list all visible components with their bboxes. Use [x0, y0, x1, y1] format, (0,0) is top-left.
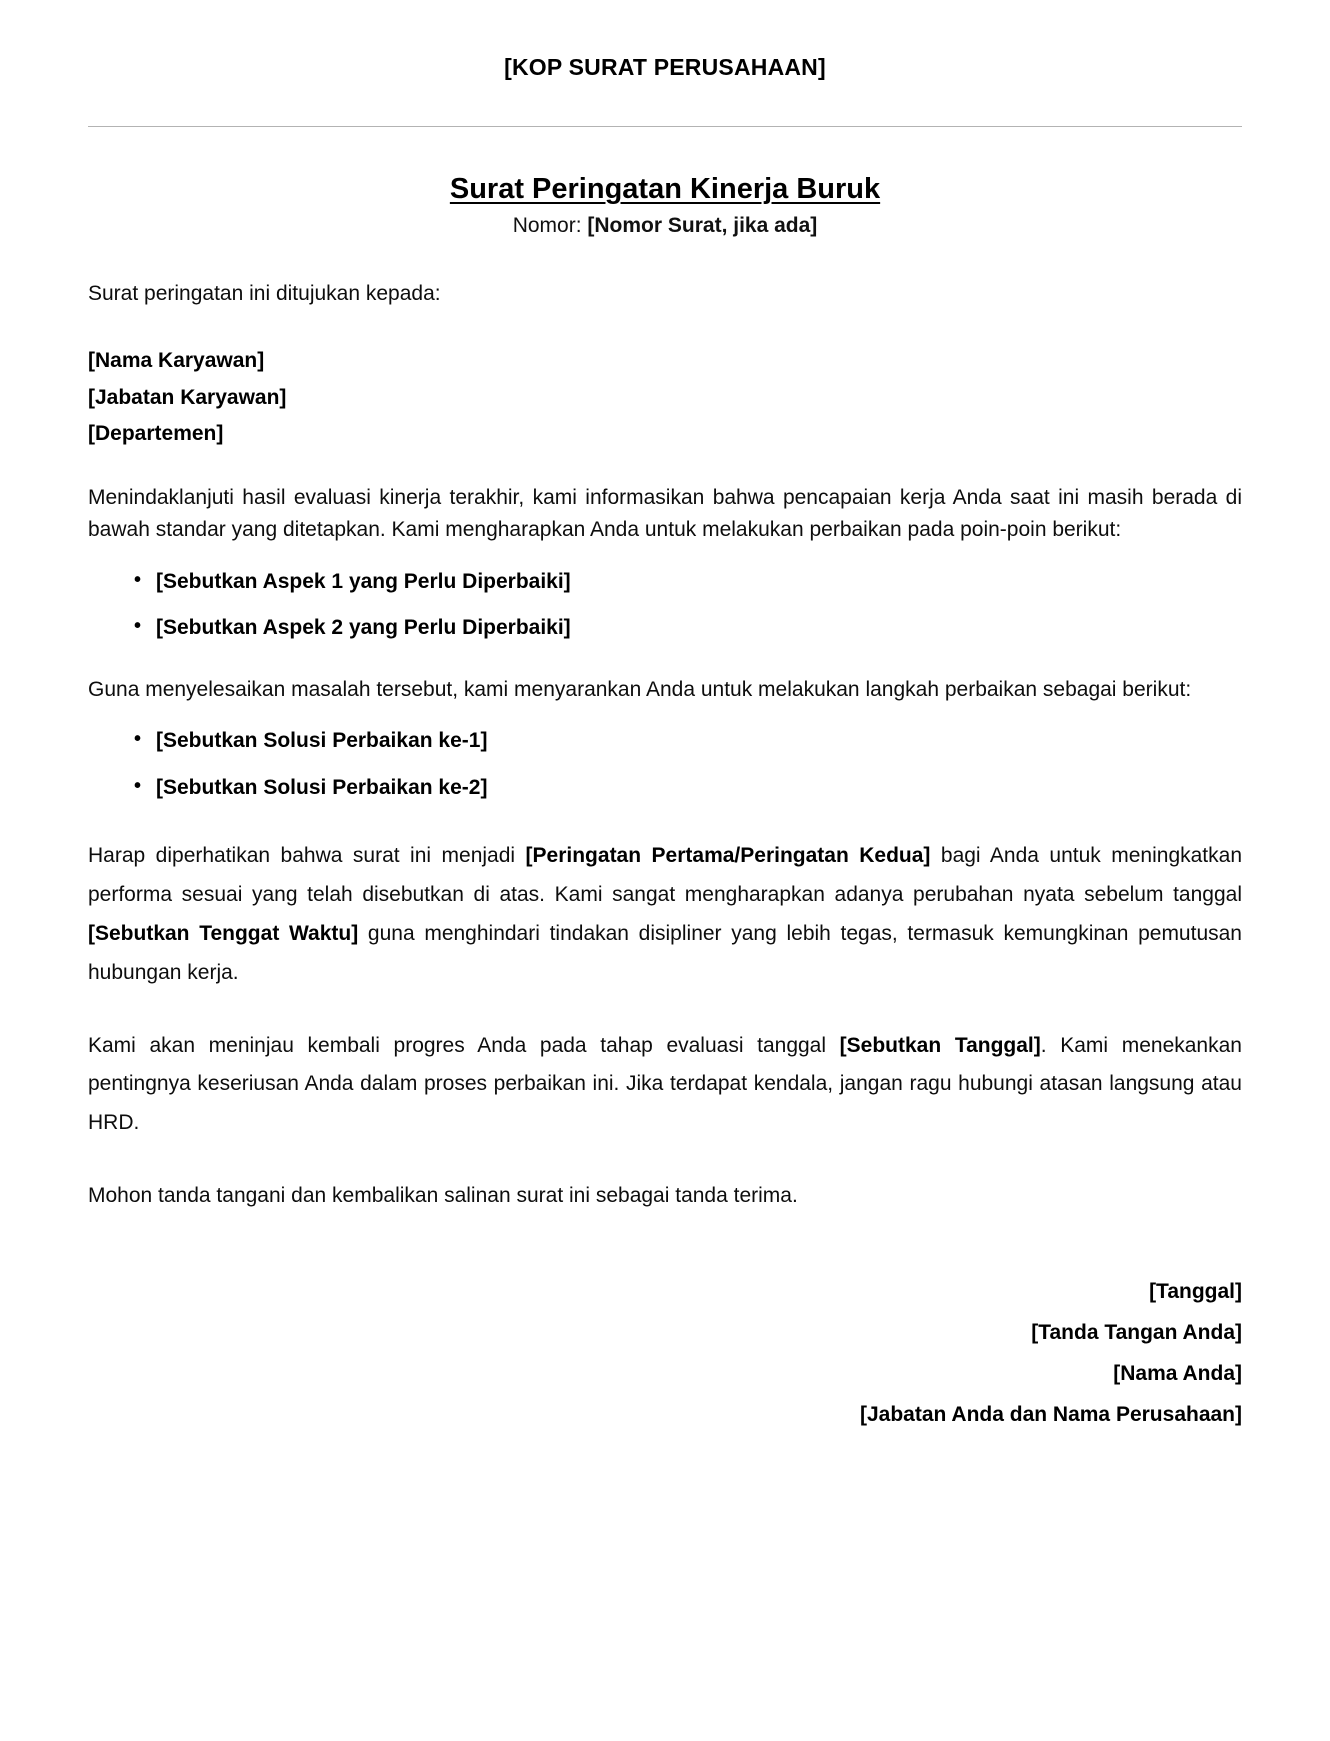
document-number-value: [Nomor Surat, jika ada]	[587, 214, 818, 237]
aspects-list	[88, 567, 1242, 644]
paragraph-acknowledgement: Mohon tanda tangani dan kembalikan salinan surat ini sebagai tanda terima.	[88, 1184, 798, 1208]
recipient-block	[88, 343, 1242, 451]
warning-text-1: Harap diperhatikan bahwa surat ini menjadi	[88, 844, 526, 868]
document-body	[0, 40, 1330, 1436]
signature-date: [Tanggal]	[1149, 1279, 1242, 1303]
signature-name: [Nama Anda]	[1113, 1361, 1242, 1385]
paragraph-review	[88, 1027, 1242, 1144]
header-divider	[88, 126, 1242, 127]
document-number-line	[88, 214, 1242, 238]
signature-line: [Tanda Tangan Anda]	[1031, 1320, 1242, 1344]
review-text-2: . Kami menekankan pentingnya keseriusan Anda dalam proses perbaikan ini. Jika terdapat kendala, jangan ragu hubungi atasan langsung atau HRD.	[88, 1033, 1242, 1135]
warning-level-placeholder: [Peringatan Pertama/Peringatan Kedua]	[525, 844, 931, 868]
warning-text-3: guna menghindari tindakan disipliner yang lebih tegas, termasuk kemungkinan pemutusan hubungan kerja.	[88, 921, 1242, 984]
recipient-name: [Nama Karyawan]	[88, 349, 265, 373]
title-block	[88, 173, 1242, 238]
list-item: • [Sebutkan Solusi Perbaikan ke-1]	[134, 726, 1242, 756]
paragraph-solutions-intro: Guna menyelesaikan masalah tersebut, kami menyarankan Anda untuk melakukan langkah perbaikan sebagai berikut:	[88, 677, 1192, 701]
signature-block	[88, 1272, 1242, 1436]
deadline-placeholder: [Sebutkan Tenggat Waktu]	[88, 921, 359, 945]
review-date-placeholder: [Sebutkan Tanggal]	[839, 1033, 1041, 1057]
list-item: • [Sebutkan Aspek 2 yang Perlu Diperbaiki]	[134, 613, 1242, 643]
list-item: • [Sebutkan Solusi Perbaikan ke-2]	[134, 773, 1242, 803]
warning-text-2: bagi Anda untuk meningkatkan performa sesuai yang telah disebutkan di atas. Kami sangat mengharapkan adanya perubahan nyata sebelum tanggal	[88, 844, 1242, 906]
signature-position-company: [Jabatan Anda dan Nama Perusahaan]	[860, 1402, 1242, 1426]
recipient-position: [Jabatan Karyawan]	[88, 385, 287, 409]
lead-text: Surat peringatan ini ditujukan kepada:	[88, 282, 441, 305]
list-item: • [Sebutkan Aspek 1 yang Perlu Diperbaiki]	[134, 567, 1242, 597]
company-letterhead: [KOP SURAT PERUSAHAAN]	[504, 54, 826, 80]
paragraph-warning	[88, 837, 1242, 992]
page-title: Surat Peringatan Kinerja Buruk	[449, 173, 881, 205]
review-text-1: Kami akan meninjau kembali progres Anda pada tahap evaluasi tanggal	[88, 1033, 840, 1057]
paragraph-evaluation: Menindaklanjuti hasil evaluasi kinerja terakhir, kami informasikan bahwa pencapaian kerja Anda saat ini masih berada di bawah standar yang ditetapkan. Kami mengharapkan Anda untuk melakukan perbaikan pada poin-poin berikut:	[88, 485, 1242, 542]
document-number-label: Nomor:	[512, 214, 588, 237]
solutions-list	[88, 726, 1242, 803]
recipient-department: [Departemen]	[88, 421, 224, 445]
